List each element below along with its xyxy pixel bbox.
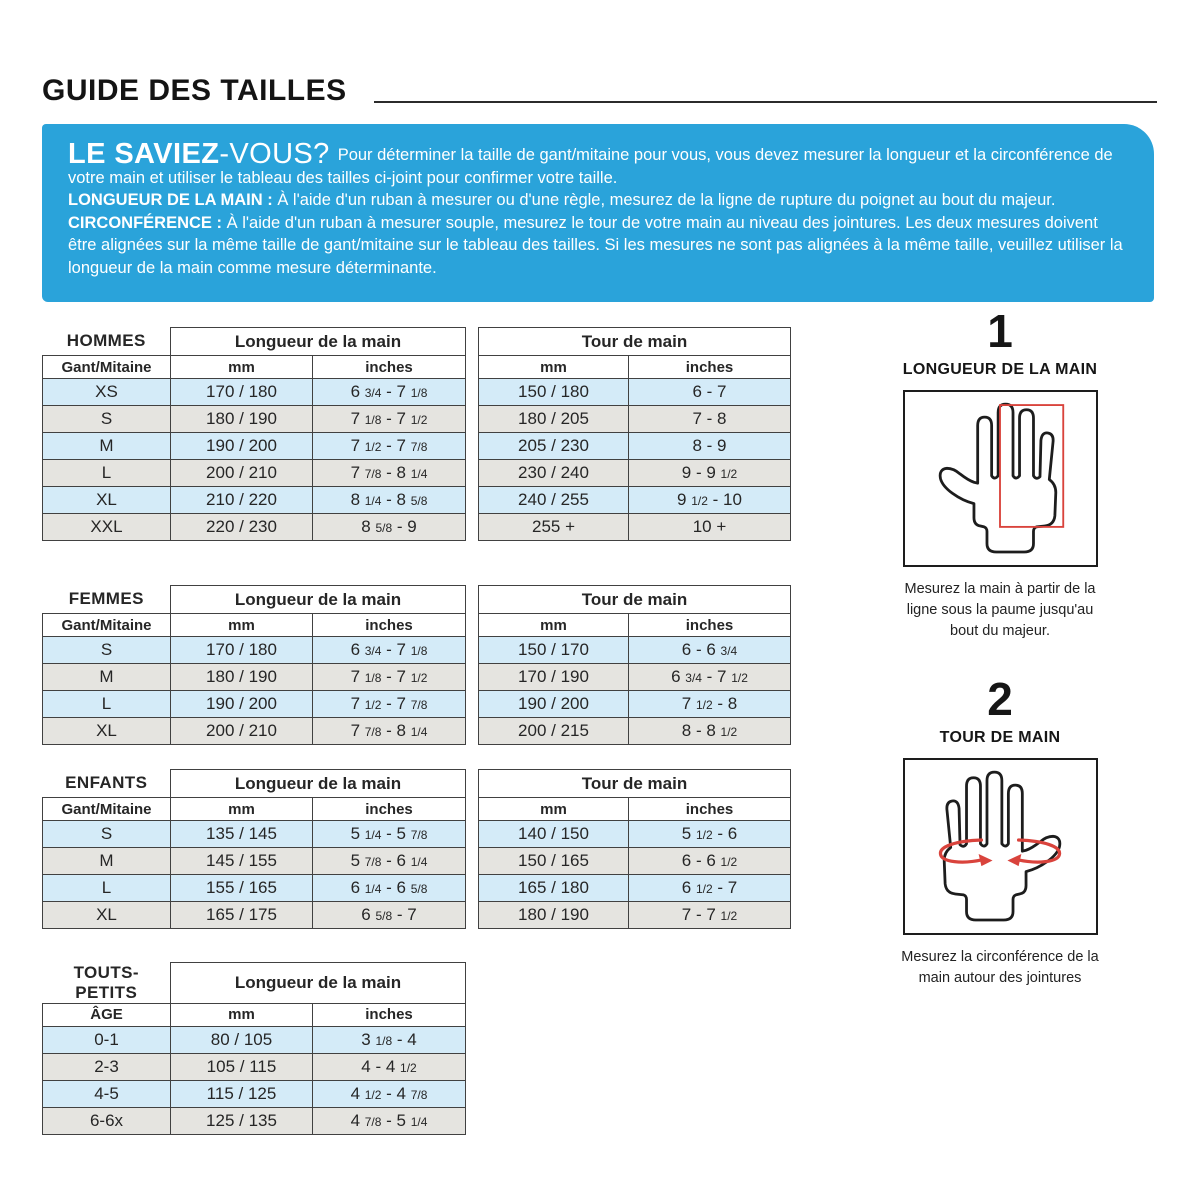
group-label: ENFANTS: [43, 770, 171, 798]
cell-len_mm: 80 / 105: [171, 1026, 313, 1053]
cell-len_in: 6 1/4 - 6 5/8: [313, 875, 466, 902]
cell-gir_in: 6 - 6 1/2: [629, 848, 791, 875]
info-length: [68, 189, 1126, 212]
cell-gir_mm: 170 / 190: [479, 664, 629, 691]
cell-size: S: [43, 821, 171, 848]
size-table-hommes: [42, 327, 791, 541]
length-table: [42, 962, 466, 1135]
cell-len_in: 7 1/2 - 7 7/8: [313, 691, 466, 718]
cell-gir_mm: 190 / 200: [479, 691, 629, 718]
cell-size: XL: [43, 718, 171, 745]
table-row: [43, 848, 466, 875]
cell-size: S: [43, 637, 171, 664]
size-table-femmes: [42, 585, 791, 745]
inches-header: inches: [313, 798, 466, 821]
cell-size: 2-3: [43, 1053, 171, 1080]
mm-header: mm: [479, 356, 629, 379]
table-row: [479, 902, 791, 929]
mm-header: mm: [479, 614, 629, 637]
cell-len_in: 8 5/8 - 9: [313, 514, 466, 541]
figure-box: [903, 390, 1098, 567]
table-row: [43, 902, 466, 929]
cell-len_in: 5 7/8 - 6 1/4: [313, 848, 466, 875]
cell-gir_mm: 205 / 230: [479, 433, 629, 460]
inches-header: inches: [313, 614, 466, 637]
inches-header: inches: [629, 614, 791, 637]
table-row: [479, 821, 791, 848]
figure-hand-girth: [878, 673, 1122, 989]
mm-header: mm: [171, 356, 313, 379]
cell-len_in: 6 3/4 - 7 1/8: [313, 379, 466, 406]
cell-gir_in: 7 1/2 - 8: [629, 691, 791, 718]
cell-gir_in: 7 - 7 1/2: [629, 902, 791, 929]
figure-title: TOUR DE MAIN: [939, 729, 1061, 746]
length-table: [42, 585, 466, 745]
figure-caption: Mesurez la main à partir de la ligne sous la paume jusqu'au bout du majeur.: [904, 581, 1096, 640]
cell-size: XL: [43, 487, 171, 514]
table-row: [43, 1107, 466, 1134]
cell-len_in: 7 7/8 - 8 1/4: [313, 718, 466, 745]
size-table-touts-petits: [42, 962, 466, 1135]
table-row: [43, 1026, 466, 1053]
table-row: [479, 875, 791, 902]
cell-gir_mm: 240 / 255: [479, 487, 629, 514]
cell-len_in: 4 1/2 - 4 7/8: [313, 1080, 466, 1107]
table-row: [479, 514, 791, 541]
cell-size: 0-1: [43, 1026, 171, 1053]
girth-header: Tour de main: [479, 770, 791, 798]
length-table: [42, 327, 466, 541]
inches-header: inches: [313, 1003, 466, 1026]
length-header: Longueur de la main: [171, 963, 466, 1004]
info-intro-text: Pour déterminer la taille de gant/mitaine pour vous, vous devez mesurer la longueur et la circonférence de votre main et utiliser le tableau des tailles ci-joint pour confirmer votre taille.: [68, 146, 1113, 187]
girth-header: Tour de main: [479, 328, 791, 356]
table-row: [479, 487, 791, 514]
table-row: [479, 379, 791, 406]
cell-gir_in: 8 - 8 1/2: [629, 718, 791, 745]
info-length-label: LONGUEUR DE LA MAIN :: [68, 191, 273, 209]
cell-len_mm: 170 / 180: [171, 637, 313, 664]
cell-size: 4-5: [43, 1080, 171, 1107]
cell-len_in: 7 1/8 - 7 1/2: [313, 664, 466, 691]
length-header: Longueur de la main: [171, 586, 466, 614]
cell-gir_in: 9 - 9 1/2: [629, 460, 791, 487]
table-row: [43, 821, 466, 848]
table-row: [43, 691, 466, 718]
table-row: [43, 637, 466, 664]
cell-gir_mm: 255 +: [479, 514, 629, 541]
figure-box: [903, 758, 1098, 935]
cell-size: L: [43, 460, 171, 487]
cell-len_in: 7 1/2 - 7 7/8: [313, 433, 466, 460]
table-row: [479, 460, 791, 487]
cell-len_mm: 180 / 190: [171, 406, 313, 433]
cell-len_mm: 105 / 115: [171, 1053, 313, 1080]
cell-len_in: 5 1/4 - 5 7/8: [313, 821, 466, 848]
table-row: [479, 664, 791, 691]
girth-table: [478, 327, 791, 541]
cell-len_mm: 180 / 190: [171, 664, 313, 691]
cell-gir_mm: 150 / 165: [479, 848, 629, 875]
cell-gir_mm: 150 / 180: [479, 379, 629, 406]
cell-size: L: [43, 875, 171, 902]
title-rule: [374, 101, 1157, 103]
length-header: Longueur de la main: [171, 770, 466, 798]
table-row: [479, 691, 791, 718]
cell-gir_in: 6 3/4 - 7 1/2: [629, 664, 791, 691]
length-table: [42, 769, 466, 929]
cell-size: M: [43, 433, 171, 460]
cell-size: M: [43, 848, 171, 875]
cell-len_mm: 210 / 220: [171, 487, 313, 514]
cell-gir_mm: 140 / 150: [479, 821, 629, 848]
cell-size: XL: [43, 902, 171, 929]
cell-size: XS: [43, 379, 171, 406]
table-row: [43, 1080, 466, 1107]
cell-gir_mm: 150 / 170: [479, 637, 629, 664]
row-header: Gant/Mitaine: [43, 798, 171, 821]
cell-gir_in: 6 - 7: [629, 379, 791, 406]
cell-len_in: 4 7/8 - 5 1/4: [313, 1107, 466, 1134]
figure-number: 1: [987, 305, 1013, 357]
mm-header: mm: [171, 614, 313, 637]
group-label: HOMMES: [43, 328, 171, 356]
page-title: GUIDE DES TAILLES: [42, 74, 347, 107]
cell-len_mm: 125 / 135: [171, 1107, 313, 1134]
mm-header: mm: [171, 1003, 313, 1026]
cell-len_mm: 200 / 210: [171, 460, 313, 487]
cell-size: M: [43, 664, 171, 691]
inches-header: inches: [629, 356, 791, 379]
row-header: ÂGE: [43, 1003, 171, 1026]
cell-gir_in: 5 1/2 - 6: [629, 821, 791, 848]
row-header: Gant/Mitaine: [43, 614, 171, 637]
figure-hand-length: [878, 305, 1122, 642]
info-length-text: À l'aide d'un ruban à mesurer ou d'une règle, mesurez de la ligne de rupture du poignet au bout du majeur.: [277, 191, 1056, 209]
info-circumference-text: À l'aide d'un ruban à mesurer souple, mesurez le tour de votre main au niveau des jointures. Les deux mesures doivent être alignées sur la même taille de gant/mitaine sur le tableau des tailles. Si les mesures ne sont pas alignées à la même taille, veuillez utiliser la longueur de la main comme mesure déterminante.: [68, 213, 1123, 277]
hand-outline-icon: [907, 763, 1093, 931]
mm-header: mm: [479, 798, 629, 821]
inches-header: inches: [629, 798, 791, 821]
table-row: [43, 487, 466, 514]
length-header: Longueur de la main: [171, 328, 466, 356]
info-headline-light: -VOUS?: [219, 138, 330, 170]
cell-len_mm: 220 / 230: [171, 514, 313, 541]
cell-len_mm: 200 / 210: [171, 718, 313, 745]
figure-title: LONGUEUR DE LA MAIN: [902, 361, 1098, 378]
cell-len_in: 6 3/4 - 7 1/8: [313, 637, 466, 664]
cell-len_mm: 155 / 165: [171, 875, 313, 902]
cell-gir_in: 8 - 9: [629, 433, 791, 460]
girth-table: [478, 585, 791, 745]
cell-gir_mm: 230 / 240: [479, 460, 629, 487]
figure-number: 2: [987, 673, 1013, 725]
cell-gir_mm: 200 / 215: [479, 718, 629, 745]
inches-header: inches: [313, 356, 466, 379]
cell-len_in: 3 1/8 - 4: [313, 1026, 466, 1053]
cell-len_mm: 190 / 200: [171, 433, 313, 460]
table-row: [479, 848, 791, 875]
cell-len_mm: 165 / 175: [171, 902, 313, 929]
cell-size: S: [43, 406, 171, 433]
cell-len_mm: 190 / 200: [171, 691, 313, 718]
table-row: [43, 379, 466, 406]
cell-len_in: 6 5/8 - 7: [313, 902, 466, 929]
table-row: [479, 406, 791, 433]
table-row: [43, 514, 466, 541]
cell-len_in: 4 - 4 1/2: [313, 1053, 466, 1080]
table-row: [43, 664, 466, 691]
cell-len_mm: 115 / 125: [171, 1080, 313, 1107]
table-row: [43, 406, 466, 433]
table-row: [43, 460, 466, 487]
size-table-enfants: [42, 769, 791, 929]
cell-len_in: 8 1/4 - 8 5/8: [313, 487, 466, 514]
table-row: [43, 875, 466, 902]
info-intro: [68, 138, 1126, 189]
table-row: [43, 718, 466, 745]
info-circumference: [68, 212, 1126, 280]
cell-len_mm: 170 / 180: [171, 379, 313, 406]
cell-len_in: 7 1/8 - 7 1/2: [313, 406, 466, 433]
table-row: [43, 1053, 466, 1080]
girth-table: [478, 769, 791, 929]
info-circumference-label: CIRCONFÉRENCE :: [68, 213, 223, 232]
hand-outline-icon: [907, 395, 1093, 563]
table-row: [479, 637, 791, 664]
cell-gir_mm: 180 / 190: [479, 902, 629, 929]
table-row: [479, 433, 791, 460]
group-label: TOUTS-PETITS: [43, 963, 171, 1004]
cell-len_mm: 145 / 155: [171, 848, 313, 875]
cell-gir_in: 6 - 6 3/4: [629, 637, 791, 664]
cell-gir_in: 6 1/2 - 7: [629, 875, 791, 902]
cell-len_mm: 135 / 145: [171, 821, 313, 848]
table-row: [43, 433, 466, 460]
cell-size: XXL: [43, 514, 171, 541]
cell-gir_in: 7 - 8: [629, 406, 791, 433]
cell-gir_mm: 180 / 205: [479, 406, 629, 433]
row-header: Gant/Mitaine: [43, 356, 171, 379]
girth-header: Tour de main: [479, 586, 791, 614]
cell-len_in: 7 7/8 - 8 1/4: [313, 460, 466, 487]
cell-gir_in: 10 +: [629, 514, 791, 541]
group-label: FEMMES: [43, 586, 171, 614]
cell-size: 6-6x: [43, 1107, 171, 1134]
cell-gir_mm: 165 / 180: [479, 875, 629, 902]
mm-header: mm: [171, 798, 313, 821]
table-row: [479, 718, 791, 745]
info-headline-bold: LE SAVIEZ: [68, 138, 220, 170]
cell-gir_in: 9 1/2 - 10: [629, 487, 791, 514]
figure-caption: Mesurez la circonférence de la main autour des jointures: [901, 949, 1099, 987]
info-box: [42, 124, 1154, 302]
cell-size: L: [43, 691, 171, 718]
